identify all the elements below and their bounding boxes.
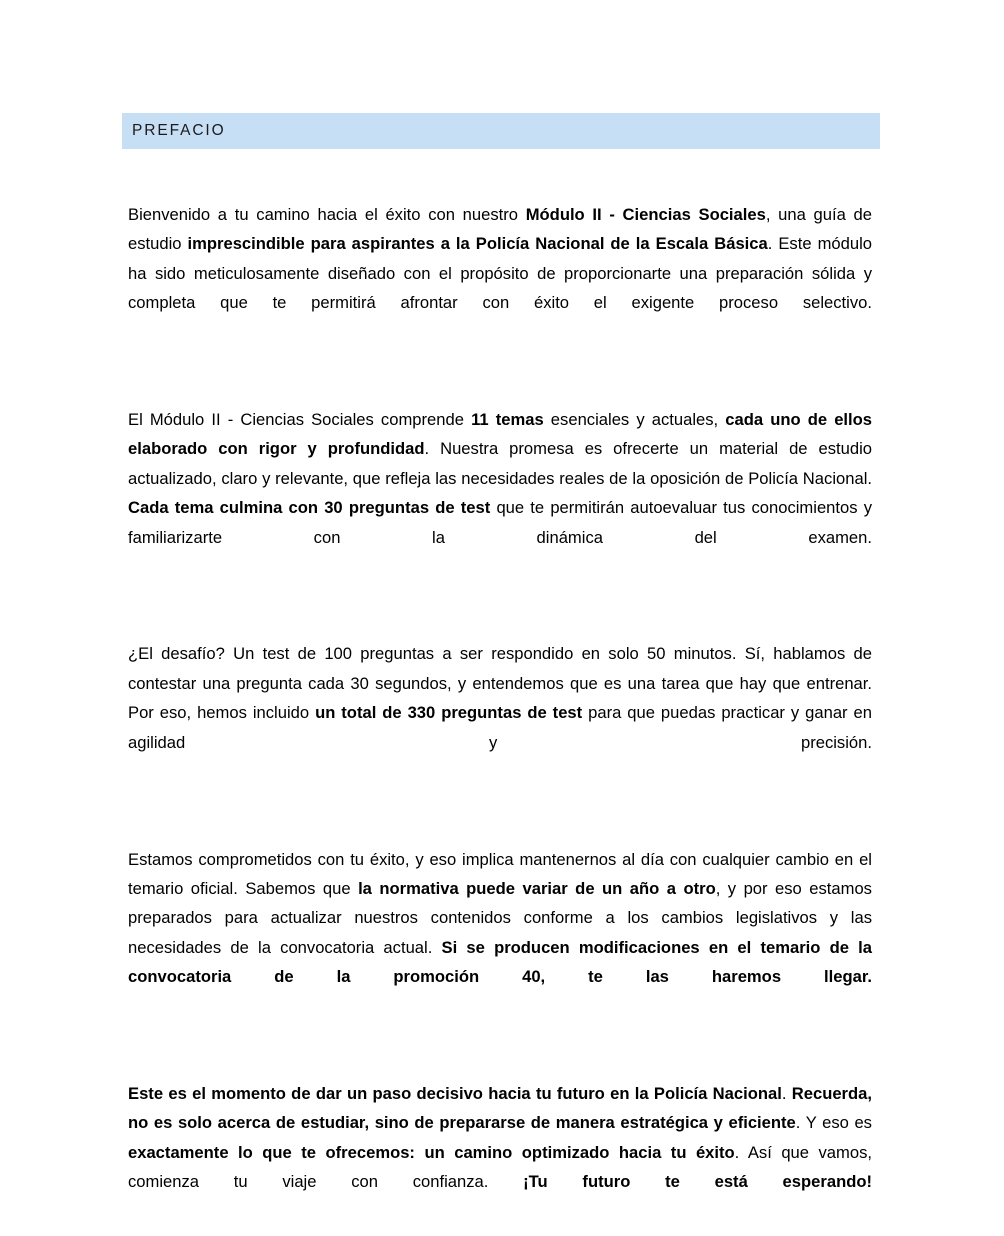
text-run-bold: un total de 330 preguntas de test [315, 703, 583, 723]
text-run: para que puedas practicar y ganar en agilidad y precisión. [128, 703, 872, 752]
text-run-bold: Módulo II - Ciencias Sociales [525, 205, 766, 224]
text-run: . Nuestra promesa es ofrecerte un material de estudio actualizado, claro y relevante, que refleja las necesidades reales de la oposición de Policía Nacional. [128, 439, 873, 488]
document-body [128, 200, 872, 1226]
paragraph-spacer [128, 1051, 872, 1079]
section-heading-banner [122, 113, 880, 149]
text-run-bold: la normativa puede variar de un año a otro [358, 878, 716, 898]
text-run: que te permitirán autoevaluar tus conocimientos y familiarizarte con la dinámica del examen. [128, 498, 873, 547]
text-run: El Módulo II - Ciencias Sociales comprende [128, 410, 472, 430]
text-run: ¿El desafío? Un test de 100 preguntas a ser respondido en solo 50 minutos. Sí, hablamos de contestar una pregunta cada 30 segundos, y entendemos que es una tarea que hay que entrenar. Por eso, hemos incluido [128, 644, 872, 723]
text-run: . Este módulo ha sido meticulosamente diseñado con el propósito de proporcionarte una preparación sólida y completa que te permitirá afrontar con éxito el exigente proceso selectivo. [128, 234, 872, 313]
text-run: , y por eso estamos preparados para actualizar nuestros contenidos conforme a los cambios legislativos y las necesidades de la convocatoria actual. [128, 878, 872, 957]
text-run: . [781, 1083, 792, 1103]
text-run: esenciales y actuales, [543, 410, 726, 430]
paragraph-desafio [128, 639, 872, 786]
text-run-bold: Cada tema culmina con 30 preguntas de test [128, 498, 491, 518]
text-run-bold: ¡Tu futuro te está esperando! [523, 1172, 873, 1192]
paragraph-cierre [128, 1079, 872, 1226]
text-run-bold: imprescindible para aspirantes a la Policía Nacional de la Escala Básica [187, 234, 768, 254]
text-run-bold: Este es el momento de dar un paso decisivo hacia tu futuro en la Policía Nacional [128, 1083, 782, 1103]
text-run: Estamos comprometidos con tu éxito, y eso implica mantenernos al día con cualquier cambio en el temario oficial. Sabemos que [128, 849, 872, 898]
text-run-bold: Si se producen modificaciones en el temario de la convocatoria de la promoción 40, te las haremos llegar. [128, 937, 873, 987]
text-run-bold: 11 temas [471, 410, 544, 430]
paragraph-temas [128, 405, 872, 581]
paragraph-spacer [128, 817, 872, 845]
page-title: PREFACIO [132, 122, 226, 140]
text-run-bold: cada uno de ellos elaborado con rigor y profundidad [128, 410, 873, 459]
text-run: , una guía de estudio [128, 205, 872, 254]
paragraph-actualizacion [128, 845, 872, 1021]
paragraph-spacer [128, 377, 872, 405]
text-run: Bienvenido a tu camino hacia el éxito con nuestro [128, 205, 526, 224]
text-run-bold: exactamente lo que te ofrecemos: un camino optimizado hacia tu éxito [128, 1142, 735, 1162]
text-run: . Así que vamos, comienza tu viaje con confianza. [128, 1142, 872, 1192]
text-run: . Y eso es [795, 1113, 872, 1133]
paragraph-spacer [128, 611, 872, 639]
text-run-bold: Recuerda, no es solo acerca de estudiar, sino de prepararse de manera estratégica y eficiente [128, 1083, 872, 1133]
paragraph-intro [128, 200, 872, 347]
